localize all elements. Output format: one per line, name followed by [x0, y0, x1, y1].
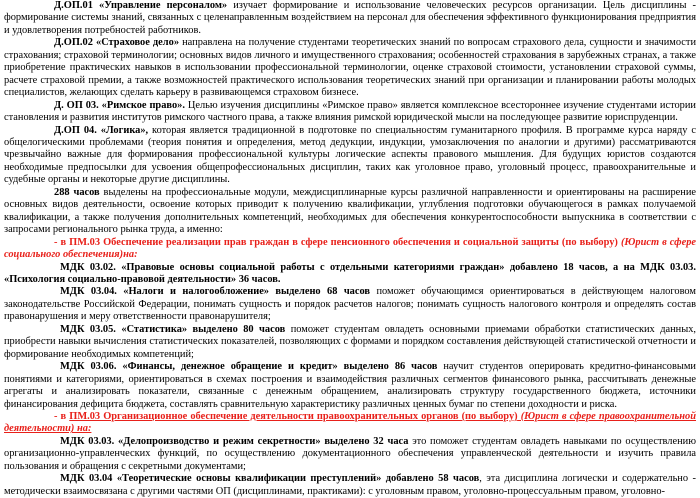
paragraph-text: , эта дисциплина логически и содержательно - методически взаимосвязана с другими частями ОП (дисциплинами, практиками): с уголовным правом, уголовно-процессуальным правом, уголовно- [4, 473, 696, 497]
mdk-hours: выделено 86 часов [337, 361, 438, 373]
mdk-title-2: «Психология социально-правовой деятельности» [4, 273, 237, 285]
mdk-code-2: МДК 03.03. [640, 261, 696, 273]
mdk-code: МДК 03.02. [60, 261, 116, 273]
paragraph-rimskoe-pravo [4, 100, 696, 125]
paragraph-mdk-03-04-kvalifikaciya [4, 473, 696, 498]
paragraph-mdk-03-05-statistika [4, 324, 696, 361]
mdk-hours: выделено 80 часов [187, 323, 286, 335]
discipline-code: Д.ОП.02 [54, 37, 93, 49]
paragraph-mdk-03-06-finansy [4, 361, 696, 411]
mdk-code: МДК 03.06. [60, 361, 117, 373]
discipline-title: «Логика», [100, 124, 149, 136]
paragraph-mdk-03-04-nalogi [4, 286, 696, 323]
mdk-title: «Делопроизводство и режим секретности» [118, 435, 321, 447]
paragraph-upravlenie-personalom [4, 0, 696, 37]
discipline-code: Д.ОП 04. [54, 124, 97, 136]
mdk-title: «Налоги и налогообложение» [123, 286, 270, 298]
mdk-hours-text: добавлено 18 часов, а на [504, 261, 641, 273]
section-title: ПМ.03 Обеспечение реализации прав граждан в сфере пенсионного обеспечения и социальной защиты (по выбору) [69, 236, 618, 248]
mdk-title: «Теоретические основы квалификации преступлений» [116, 473, 382, 485]
mdk-title: «Финансы, денежное обращение и кредит» [122, 361, 338, 373]
mdk-code: МДК 03.05. [60, 323, 116, 335]
section-heading-pm03-pension [4, 237, 696, 262]
mdk-title: «Статистика» [121, 323, 188, 335]
paragraph-mdk-03-02 [4, 262, 696, 287]
paragraph-mdk-03-03-deloproizvodstvo [4, 436, 696, 473]
section-specialization: (Юрист в сфере социального обеспечения)на: [4, 236, 696, 261]
mdk-code: МДК 03.04. [60, 286, 117, 298]
mdk-hours: выделено 32 часа [320, 435, 409, 447]
section-prefix: - в [54, 410, 70, 422]
paragraph-text: изучает формирование и использование человеческих ресурсов организации. Цель дисциплины - формирование системы знаний, связанных с целенаправленным воздействием на персонал для обеспечения эффективного функционирования предприятия и удовлетворения потребностей работников. [4, 0, 696, 36]
mdk-hours: добавлено 58 часов [381, 473, 480, 485]
hours-highlight: 288 часов [54, 186, 100, 198]
paragraph-strahovoe-delo [4, 37, 696, 99]
section-heading-pm03-law-enforcement [4, 411, 696, 436]
discipline-code: Д. ОП 03. [54, 99, 99, 111]
paragraph-text: научит студентов оперировать кредитно-финансовыми понятиями и категориями, ориентироваться в схемах построения и взаимодействия различных сегментов финансового рынка, рассчитывать денежные агрегаты и анализировать показатели, связанные с денежным обращением, анализировать структуру государственного бюджета, источники финансирования дефицита бюджета, составлять сравнительную характеристику различных ценных бумаг по степени доходности и риска. [4, 361, 696, 410]
mdk-hours: выделено 68 часов [269, 286, 371, 298]
paragraph-text: направлена на получение студентами теоретических знаний по вопросам страхового дела, сущности и значимости страхования; страховой терминологии; основных видов личного и имущественного страхования; особенностей страхования в зарубежных странах, а также приобретение практических навыков в использовании профессиональной терминологии, оценке страховой стоимости, установлении страховой суммы, расчете страховой премии, а также возможностей практического использования теоретических знаний при организации и планировании работы молодых специалистов, желающих сделать карьеру в развивающемся страховом бизнесе. [4, 37, 697, 99]
mdk-title: «Правовые основы социальной работы с отдельными категориями граждан» [121, 261, 505, 273]
discipline-code: Д.ОП.01 [54, 0, 93, 11]
mdk-hours: 36 часов. [236, 273, 281, 285]
paragraph-logika [4, 125, 696, 187]
section-title: ПМ.03 Организационное обеспечение деятельности правоохранительных органов (по выбору) [69, 410, 518, 422]
mdk-code: МДК 03.04 [60, 473, 113, 485]
discipline-title: «Управление персоналом» [99, 0, 228, 11]
paragraph-text: которая является традиционной в подготовке по специальностям гуманитарного профиля. В программе курса наряду с общелогическими проблемами (теория понятия и определения, метод дедукции, индукции, умозаключения по аналогии и другими) рассматриваются чрезвычайно важные для формирования профессиональной культуры логические аспекты правового мышления. Для будущих юристов создаются необходимые предпосылки для усвоения общепрофессиональных дисциплин, таких как уголовное право, уголовный процесс, правоохранительные и судебные органы и некоторые другие дисциплины. [4, 124, 696, 186]
discipline-title: «Страховое дело» [96, 37, 180, 49]
paragraph-text: поможет обучающимся ориентироваться в действующем налоговом законодательстве Российской Федерации, понимать сущность и порядок расчетов налогов; понимать сущность налогового контроля и определять состав правонарушения и меру ответственности правонарушителя; [4, 286, 696, 323]
mdk-code: МДК 03.03. [60, 435, 115, 447]
discipline-title: «Римское право». [101, 99, 185, 111]
paragraph-288-hours [4, 187, 696, 237]
paragraph-text: Целью изучения дисциплины «Римское право» является комплексное всестороннее изучение студентами истории становления и развития институтов римского частного права, а также влияния римской юридической мысли на последующее развитие юриспруденции. [4, 99, 696, 124]
paragraph-text: это поможет студентам овладеть навыками по осуществлению организационно-управленческих функций, по осуществлению документационного обеспечения управленческой деятельности и изучить правила пользования и обращения с секретными документами; [4, 435, 696, 472]
paragraph-text: выделены на профессиональные модули, междисциплинарные курсы различной направленности и ориентированы на расширение основных видов деятельности, освоение которых приводит к получению квалификации, углубления подготовки обучающегося в рамках получаемой квалификации, а также получения дополнительных компетенций, необходимых для обеспечения конкурентоспособности выпускника в соответствии с запросами регионального рынка труда, а именно: [4, 186, 696, 236]
paragraph-text: поможет студентам овладеть основными приемами обработки статистических данных, приобрести навыки вычисления статистических показателей, позволяющих с формами и порядком составления действующей статистической отчетности и формирование необходимых компетенций; [4, 323, 696, 360]
section-prefix: - в [54, 236, 70, 248]
section-specialization: (Юрист в сфере правоохранительной деятельности) на: [4, 410, 696, 435]
